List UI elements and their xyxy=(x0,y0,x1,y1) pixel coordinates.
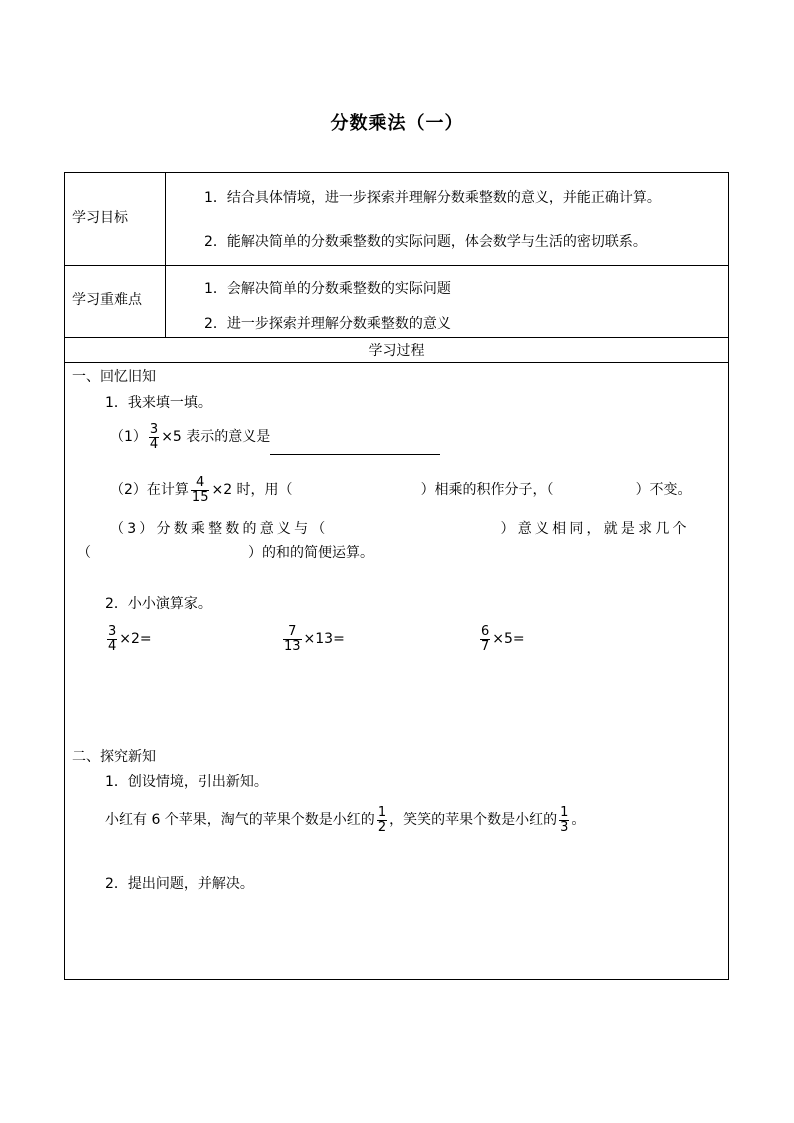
calc-item-1 xyxy=(105,621,152,657)
row-divider-objectives xyxy=(65,265,728,266)
section2-heading: 二、探究新知 xyxy=(72,749,156,765)
page-title: 分数乘法（一） xyxy=(330,113,464,134)
denominator: 4 xyxy=(149,436,159,452)
denominator: 3 xyxy=(560,819,569,835)
fraction-4-15 xyxy=(191,476,210,505)
q1-item-1-prefix: （1） xyxy=(110,429,147,445)
numerator: 3 xyxy=(149,421,159,437)
numerator: 4 xyxy=(191,476,210,491)
row-divider-keypoints xyxy=(65,337,728,338)
q1-item-3-line1 xyxy=(110,520,690,538)
q1-item-1 xyxy=(110,419,440,455)
numerator: 7 xyxy=(283,625,302,640)
fraction-1-2 xyxy=(377,806,387,835)
process-header: 学习过程 xyxy=(368,343,425,359)
q1-item-2-prefix: （2）在计算 xyxy=(110,482,189,498)
fraction-7-13 xyxy=(283,625,302,654)
row-divider-process-header xyxy=(65,362,728,363)
calc-expression: ×5= xyxy=(492,631,525,647)
q1-item-2-mid: ×2 时，用（ xyxy=(211,482,293,498)
calc-item-3 xyxy=(478,621,525,657)
q1-item-2 xyxy=(110,472,692,508)
numerator: 6 xyxy=(481,623,490,639)
section2-q1-title: 1．创设情境，引出新知。 xyxy=(105,774,268,790)
q1-title: 1．我来填一填。 xyxy=(105,395,212,411)
q1-item-3-line2a: （ xyxy=(77,545,91,561)
objective-item-2: 2．能解决简单的分数乘整数的实际问题，体会数学与生活的密切联系。 xyxy=(204,234,647,250)
q1-item-3-part2: ）意义相同，就是求几个 xyxy=(500,521,690,537)
key-point-item-2: 2．进一步探索并理解分数乘整数的意义 xyxy=(204,316,451,332)
fraction-6-7 xyxy=(480,625,490,654)
numerator: 1 xyxy=(377,804,387,820)
key-point-item-1: 1．会解决简单的分数乘整数的实际问题 xyxy=(204,281,451,297)
answer-blank-line[interactable] xyxy=(270,440,440,455)
q2-title: 2．小小演算家。 xyxy=(105,596,212,612)
denominator: 7 xyxy=(481,638,490,654)
section2-q2-title: 2．提出问题，并解决。 xyxy=(105,876,254,892)
denominator: 2 xyxy=(377,819,387,835)
q1-item-3-line2 xyxy=(77,544,374,562)
fraction-1-3 xyxy=(559,806,569,835)
denominator: 4 xyxy=(108,638,117,654)
q1-item-2-mid2: ）相乘的积作分子，（ xyxy=(420,482,554,498)
objective-item-1: 1．结合具体情境，进一步探索并理解分数乘整数的意义，并能正确计算。 xyxy=(204,190,661,206)
key-points-label: 学习重难点 xyxy=(72,292,142,308)
calc-item-2 xyxy=(281,621,345,657)
q1-item-1-suffix: ×5 表示的意义是 xyxy=(161,429,271,445)
fraction-3-4 xyxy=(107,625,117,654)
worksheet-table xyxy=(64,172,729,980)
numerator: 1 xyxy=(560,804,569,820)
q1-item-3-line2b: ）的和的简便运算。 xyxy=(248,545,374,561)
numerator: 3 xyxy=(108,623,117,639)
q1-item-3-part1: （3）分数乘整数的意义与（ xyxy=(110,521,329,537)
story-part-a: 小红有 6 个苹果，淘气的苹果个数是小红的 xyxy=(105,812,375,828)
calc-expression: ×2= xyxy=(119,631,152,647)
q1-item-2-suffix: ）不变。 xyxy=(635,482,692,498)
objectives-label: 学习目标 xyxy=(72,210,128,226)
calc-expression: ×13= xyxy=(303,631,345,647)
story-part-b: ，笑笑的苹果个数是小红的 xyxy=(389,812,558,828)
label-column-divider xyxy=(165,173,166,337)
section1-heading: 一、回忆旧知 xyxy=(72,369,156,385)
denominator: 15 xyxy=(191,489,209,505)
story-part-c: 。 xyxy=(571,812,586,828)
story-text xyxy=(105,801,585,839)
denominator: 13 xyxy=(284,638,301,654)
fraction-3-4 xyxy=(149,423,159,452)
